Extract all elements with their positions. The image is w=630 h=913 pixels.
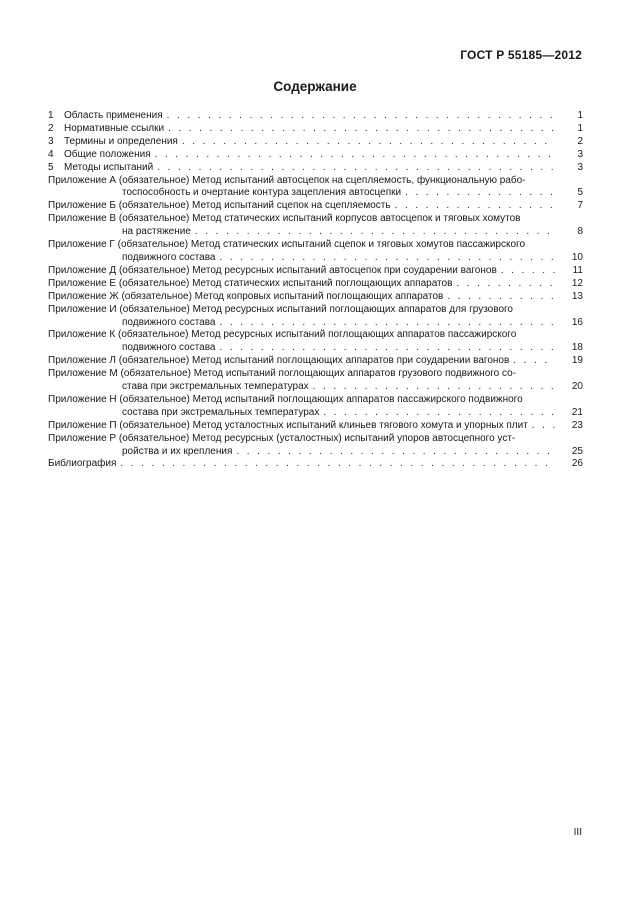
standard-designation: ГОСТ Р 55185—2012 <box>460 48 582 62</box>
appendix-title: Приложение П (обязательное) Метод усталостных испытаний клиньев тягового хомута и упорных плит <box>48 419 528 431</box>
toc-appendix-entry <box>48 213 583 239</box>
section-title: Термины и определения <box>64 135 178 147</box>
toc-section-entry <box>48 149 583 162</box>
section-title: Нормативные ссылки <box>64 122 165 134</box>
dot-leader <box>513 355 555 368</box>
appendix-title-cont: состава при экстремальных температурах <box>122 406 320 418</box>
page-ref: 18 <box>571 342 583 354</box>
section-number: 2 <box>48 122 54 134</box>
dot-leader <box>120 458 555 471</box>
page-ref: 2 <box>577 135 583 147</box>
appendix-title-cont: на растяжение <box>122 226 191 238</box>
appendix-title: Приложение Д (обязательное) Метод ресурсных испытаний автосцепок при соударении вагонов <box>48 264 497 276</box>
dot-leader <box>532 420 555 433</box>
dot-leader <box>155 149 555 162</box>
appendix-title: Приложение Б (обязательное) Метод испытаний сцепок на сцепляемость <box>48 200 391 212</box>
page-ref: 5 <box>577 187 583 199</box>
section-title: Область применения <box>64 110 163 121</box>
dot-leader <box>313 381 555 394</box>
page-ref: 8 <box>577 226 583 238</box>
toc-appendix-entry <box>48 265 583 278</box>
toc-appendix-entry <box>48 329 583 355</box>
section-number: 5 <box>48 161 54 173</box>
toc-appendix-entry <box>48 239 583 265</box>
toc-bibliography-entry <box>48 458 583 471</box>
appendix-title-cont: подвижного состава <box>122 251 216 263</box>
appendix-title: Приложение И (обязательное) Метод ресурсных испытаний поглощающих аппаратов для грузового <box>48 303 513 315</box>
toc-appendix-entry <box>48 175 583 201</box>
dot-leader <box>323 407 555 420</box>
toc-appendix-entry <box>48 394 583 420</box>
section-number: 3 <box>48 135 54 147</box>
toc-appendix-entry <box>48 278 583 291</box>
toc-section-entry <box>48 162 583 175</box>
toc-appendix-entry <box>48 291 583 304</box>
appendix-title: Приложение Е (обязательное) Метод статических испытаний поглощающих аппаратов <box>48 277 453 289</box>
appendix-title: Приложение Г (обязательное) Метод статических испытаний сцепок и тяговых хомутов пассажирского <box>48 239 526 251</box>
dot-leader <box>220 317 556 330</box>
section-number: 1 <box>48 110 54 121</box>
toc-appendix-entry <box>48 355 583 368</box>
bibliography-title: Библиография <box>48 458 117 470</box>
section-title: Методы испытаний <box>64 161 154 173</box>
page-ref: 7 <box>577 200 583 212</box>
toc-appendix-entry <box>48 304 583 330</box>
dot-leader <box>447 291 555 304</box>
page-ref: 12 <box>571 277 583 289</box>
page-number: III <box>573 827 582 838</box>
page-title: Содержание <box>273 79 357 94</box>
dot-leader <box>182 136 555 149</box>
appendix-title: Приложение Н (обязательное) Метод испытаний поглощающих аппаратов пассажирского подвижного <box>48 393 523 405</box>
dot-leader <box>167 110 555 123</box>
page-ref: 23 <box>571 419 583 431</box>
page-ref: 3 <box>577 161 583 173</box>
appendix-title: Приложение А (обязательное) Метод испытаний автосцепок на сцепляемость, функциональную рабо- <box>48 174 526 186</box>
dot-leader <box>405 187 555 200</box>
page-ref: 19 <box>571 355 583 367</box>
page-ref: 25 <box>571 445 583 457</box>
dot-leader <box>157 162 555 175</box>
toc-section-entry <box>48 110 583 123</box>
toc-appendix-entry <box>48 433 583 459</box>
appendix-title-cont: подвижного состава <box>122 316 216 328</box>
appendix-title: Приложение К (обязательное) Метод ресурсных испытаний поглощающих аппаратов пассажирского <box>48 329 517 341</box>
dot-leader <box>236 446 555 459</box>
dot-leader <box>195 226 555 239</box>
toc-appendix-entry <box>48 420 583 433</box>
page-ref: 26 <box>571 458 583 470</box>
table-of-contents <box>48 110 583 471</box>
page-ref: 1 <box>577 110 583 121</box>
page-ref: 20 <box>571 381 583 393</box>
section-number: 4 <box>48 148 54 160</box>
appendix-title: Приложение Р (обязательное) Метод ресурсных (усталостных) испытаний упоров автосцепного уст- <box>48 432 516 444</box>
toc-appendix-entry <box>48 368 583 394</box>
page-ref: 11 <box>572 264 583 276</box>
toc-section-entry <box>48 136 583 149</box>
page-ref: 3 <box>577 148 583 160</box>
appendix-title-cont: става при экстремальных температурах <box>122 381 309 393</box>
page-ref: 1 <box>577 122 583 134</box>
page-ref: 16 <box>571 316 583 328</box>
dot-leader <box>220 342 556 355</box>
dot-leader <box>220 252 556 265</box>
appendix-title-cont: ройства и их крепления <box>122 445 233 457</box>
dot-leader <box>456 278 555 291</box>
page-ref: 13 <box>571 290 583 302</box>
appendix-title: Приложение В (обязательное) Метод статических испытаний корпусов автосцепок и тяговых хомутов <box>48 213 521 225</box>
appendix-title: Приложение Л (обязательное) Метод испытаний поглощающих аппаратов при соударении вагонов <box>48 355 510 367</box>
page-ref: 21 <box>571 406 583 418</box>
dot-leader <box>395 200 555 213</box>
appendix-title: Приложение М (обязательное) Метод испытаний поглощающих аппаратов грузового подвижного со- <box>48 368 517 380</box>
toc-appendix-entry <box>48 200 583 213</box>
toc-section-entry <box>48 123 583 136</box>
appendix-title: Приложение Ж (обязательное) Метод копровых испытаний поглощающих аппаратов <box>48 290 444 302</box>
page-ref: 10 <box>571 251 583 263</box>
dot-leader <box>501 265 555 278</box>
section-title: Общие положения <box>64 148 151 160</box>
appendix-title-cont: тоспособность и очертание контура зацепления автосцепки <box>122 187 402 199</box>
dot-leader <box>168 123 555 136</box>
appendix-title-cont: подвижного состава <box>122 342 216 354</box>
